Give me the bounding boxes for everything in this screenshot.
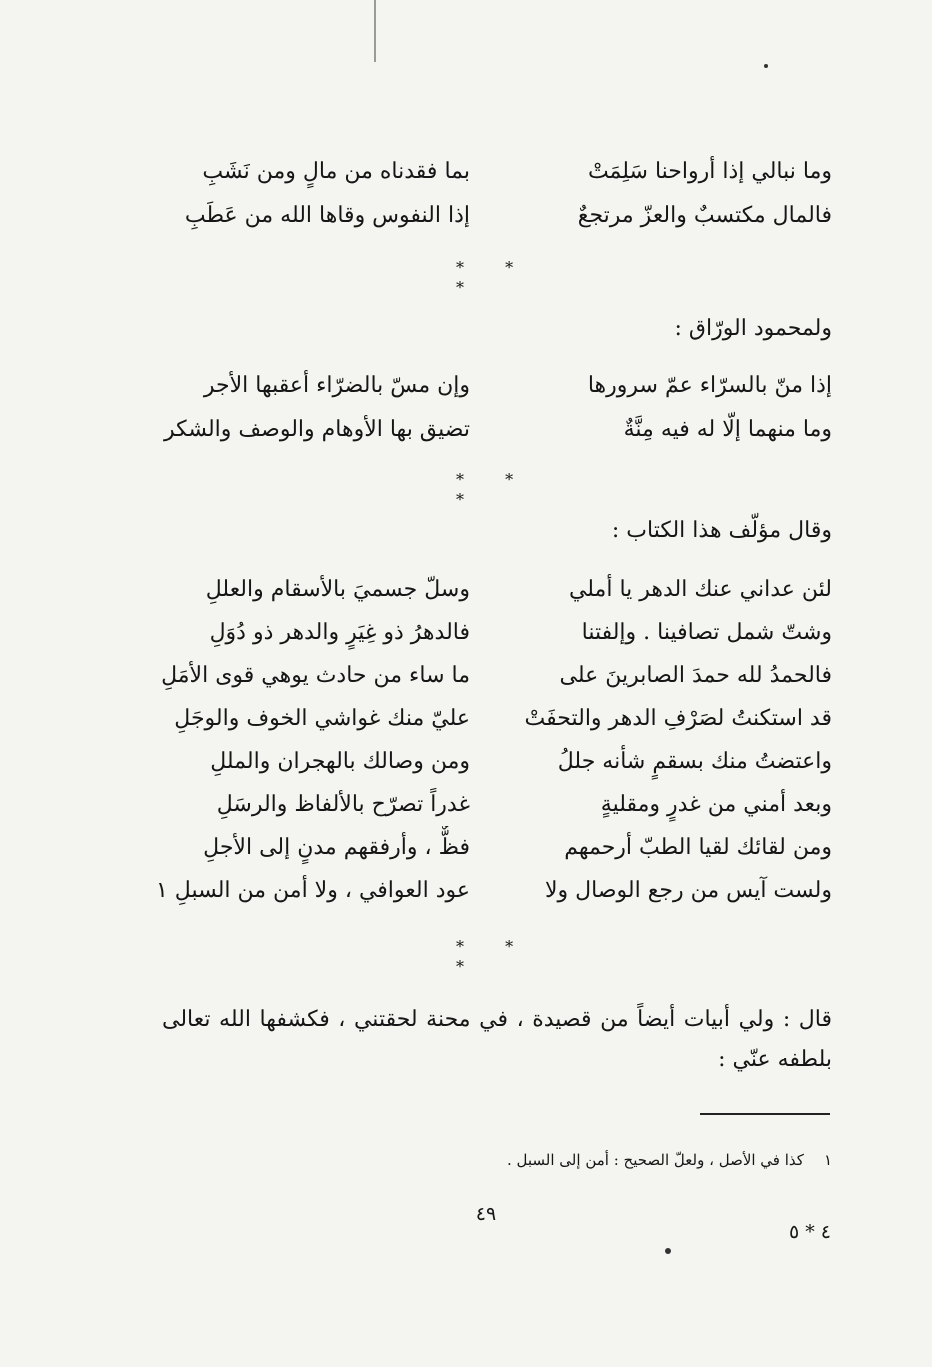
prose-paragraph: قال : ولي أبيات أيضاً من قصيدة ، في محنة لحقتني ، فكشفها الله تعالى بلطفه عنّي : (162, 1007, 832, 1072)
hemistich-second: ما ساء من حادث يوهي قوى الأمَلِ (161, 663, 470, 688)
hemistich-first: قد استكنتُ لصَرْفِ الدهر والتحفَتْ (524, 706, 832, 731)
hemistich-second: فظٌّ ، وأرفقهم مدنٍ إلى الأجلِ (203, 835, 470, 860)
couplet (0, 869, 932, 913)
hemistich-first: وبعد أمني من غدرٍ ومقليةٍ (600, 792, 832, 817)
separator-stars: * * * (456, 258, 532, 297)
hemistich-first: ولست آيس من رجع الوصال ولا (545, 878, 832, 903)
hemistich-first: وشتّ شمل تصافينا . وإلفتنا (581, 620, 832, 645)
couplet (0, 194, 932, 238)
fold-line (374, 0, 376, 62)
hemistich-second: وسلّ جسميَ بالأسقام والعللِ (205, 577, 470, 602)
couplet (0, 408, 932, 452)
couplet (0, 826, 932, 870)
page-number: ٤٩ (475, 1203, 497, 1225)
ink-speck (665, 1248, 671, 1254)
footnote-text: كذا في الأصل ، ولعلّ الصحيح : أمن إلى السبل . (507, 1151, 804, 1169)
section-heading: وقال مؤلّف هذا الكتاب : (611, 518, 832, 543)
footnote-rule (700, 1113, 830, 1115)
couplet (0, 150, 932, 194)
hemistich-first: فالحمدُ لله حمدَ الصابرينَ على (559, 663, 832, 688)
couplet (0, 697, 932, 741)
hemistich-second: تضيق بها الأوهام والوصف والشكر (164, 417, 470, 442)
hemistich-second: عليّ منك غواشي الخوف والوجَلِ (174, 706, 470, 731)
section-heading: ولمحمود الورّاق : (674, 316, 832, 341)
hemistich-first: وما منهما إلّا له فيه مِنَّةٌ (623, 417, 832, 442)
couplet (0, 654, 932, 698)
hemistich-first: وما نبالي إذا أرواحنا سَلِمَتْ (587, 159, 832, 184)
couplet (0, 568, 932, 612)
couplet (0, 740, 932, 784)
hemistich-first: فالمال مكتسبٌ والعزّ مرتجعٌ (577, 203, 832, 228)
hemistich-second: ومن وصالك بالهجران والمللِ (210, 749, 470, 774)
hemistich-second: بما فقدناه من مالٍ ومن نَشَبِ (202, 159, 470, 184)
couplet (0, 783, 932, 827)
ink-speck (764, 64, 768, 68)
hemistich-second: عود العوافي ، ولا أمن من السبلِ ١ (155, 878, 470, 903)
separator-stars: * * * (456, 937, 532, 976)
hemistich-first: لئن عداني عنك الدهر يا أملي (568, 577, 832, 602)
footnote (132, 1146, 832, 1174)
separator-stars: * * * (456, 470, 532, 509)
printer-signature: ٤ * ٥ (788, 1221, 832, 1243)
footnote-number: ١ (823, 1151, 832, 1169)
hemistich-second: فالدهرُ ذو غِيَرٍ والدهر ذو دُوَلِ (209, 620, 470, 645)
hemistich-first: واعتضتُ منك بسقمٍ شأنه جللُ (557, 749, 832, 774)
hemistich-first: ومن لقائك لقيا الطبّ أرحمهم (564, 835, 832, 860)
couplet (0, 611, 932, 655)
hemistich-second: إذا النفوس وقاها الله من عَطَبِ (184, 203, 470, 228)
hemistich-second: غدراً تصرّح بالألفاظ والرسَلِ (216, 792, 470, 817)
hemistich-first: إذا منّ بالسرّاء عمّ سرورها (587, 373, 832, 398)
couplet (0, 364, 932, 408)
hemistich-second: وإن مسّ بالضرّاء أعقبها الأجر (203, 373, 470, 398)
